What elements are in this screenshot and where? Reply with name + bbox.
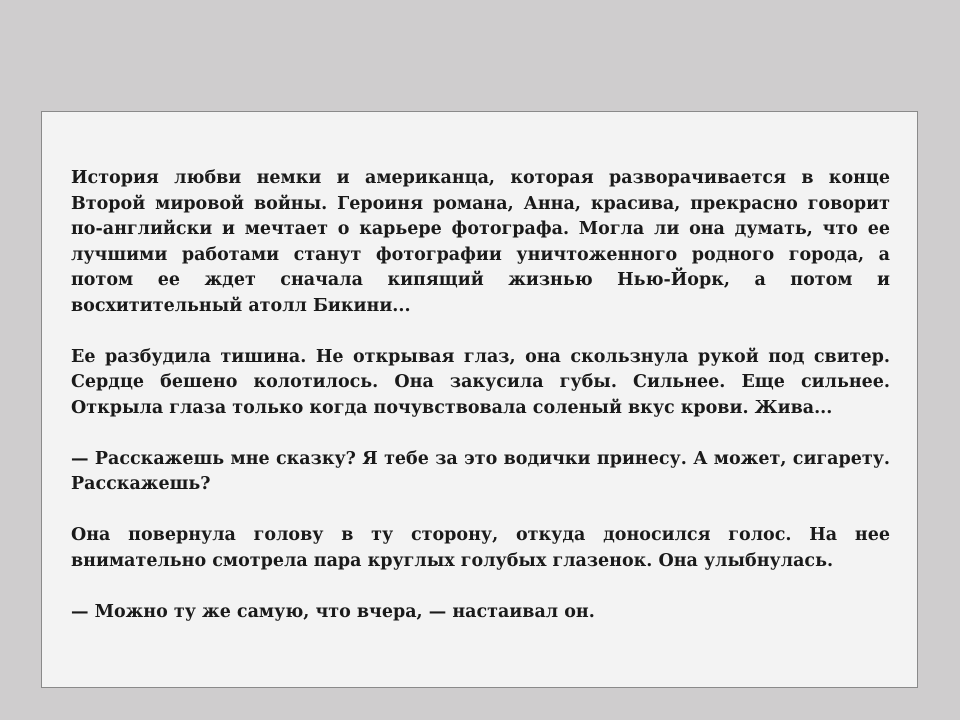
- paragraph-dialogue-question: — Расскажешь мне сказку? Я тебе за это водички принесу. А может, сигарету. Расскажешь?: [71, 448, 890, 494]
- document-page: [41, 111, 918, 688]
- paragraph-synopsis: История любви немки и американца, которая разворачивается в конце Второй мировой войны. Героиня романа, Анна, красива, прекрасно говорит по-английски и мечтает о карьере фотографа. Могла ли она думать, что ее лучшими работами станут фотографии уничтоженного родного города, а потом ее ждет сначала кипящий жизнью Нью-Йорк, а потом и восхитительный атолл Бикини...: [71, 168, 890, 316]
- text-column: [71, 166, 890, 625]
- paragraph-turns-head: Она повернула голову в ту сторону, откуда доносился голос. На нее внимательно смотрела пара круглых голубых глазенок. Она улыбнулась.: [71, 525, 890, 571]
- paragraph-dialogue-reply: — Можно ту же самую, что вчера, — настаивал он.: [71, 601, 595, 622]
- paragraph-awakening: Ее разбудила тишина. Не открывая глаз, она скользнула рукой под свитер. Сердце бешено колотилось. Она закусила губы. Сильнее. Еще сильнее. Открыла глаза только когда почувствовала соленый вкус крови. Жива...: [71, 346, 890, 418]
